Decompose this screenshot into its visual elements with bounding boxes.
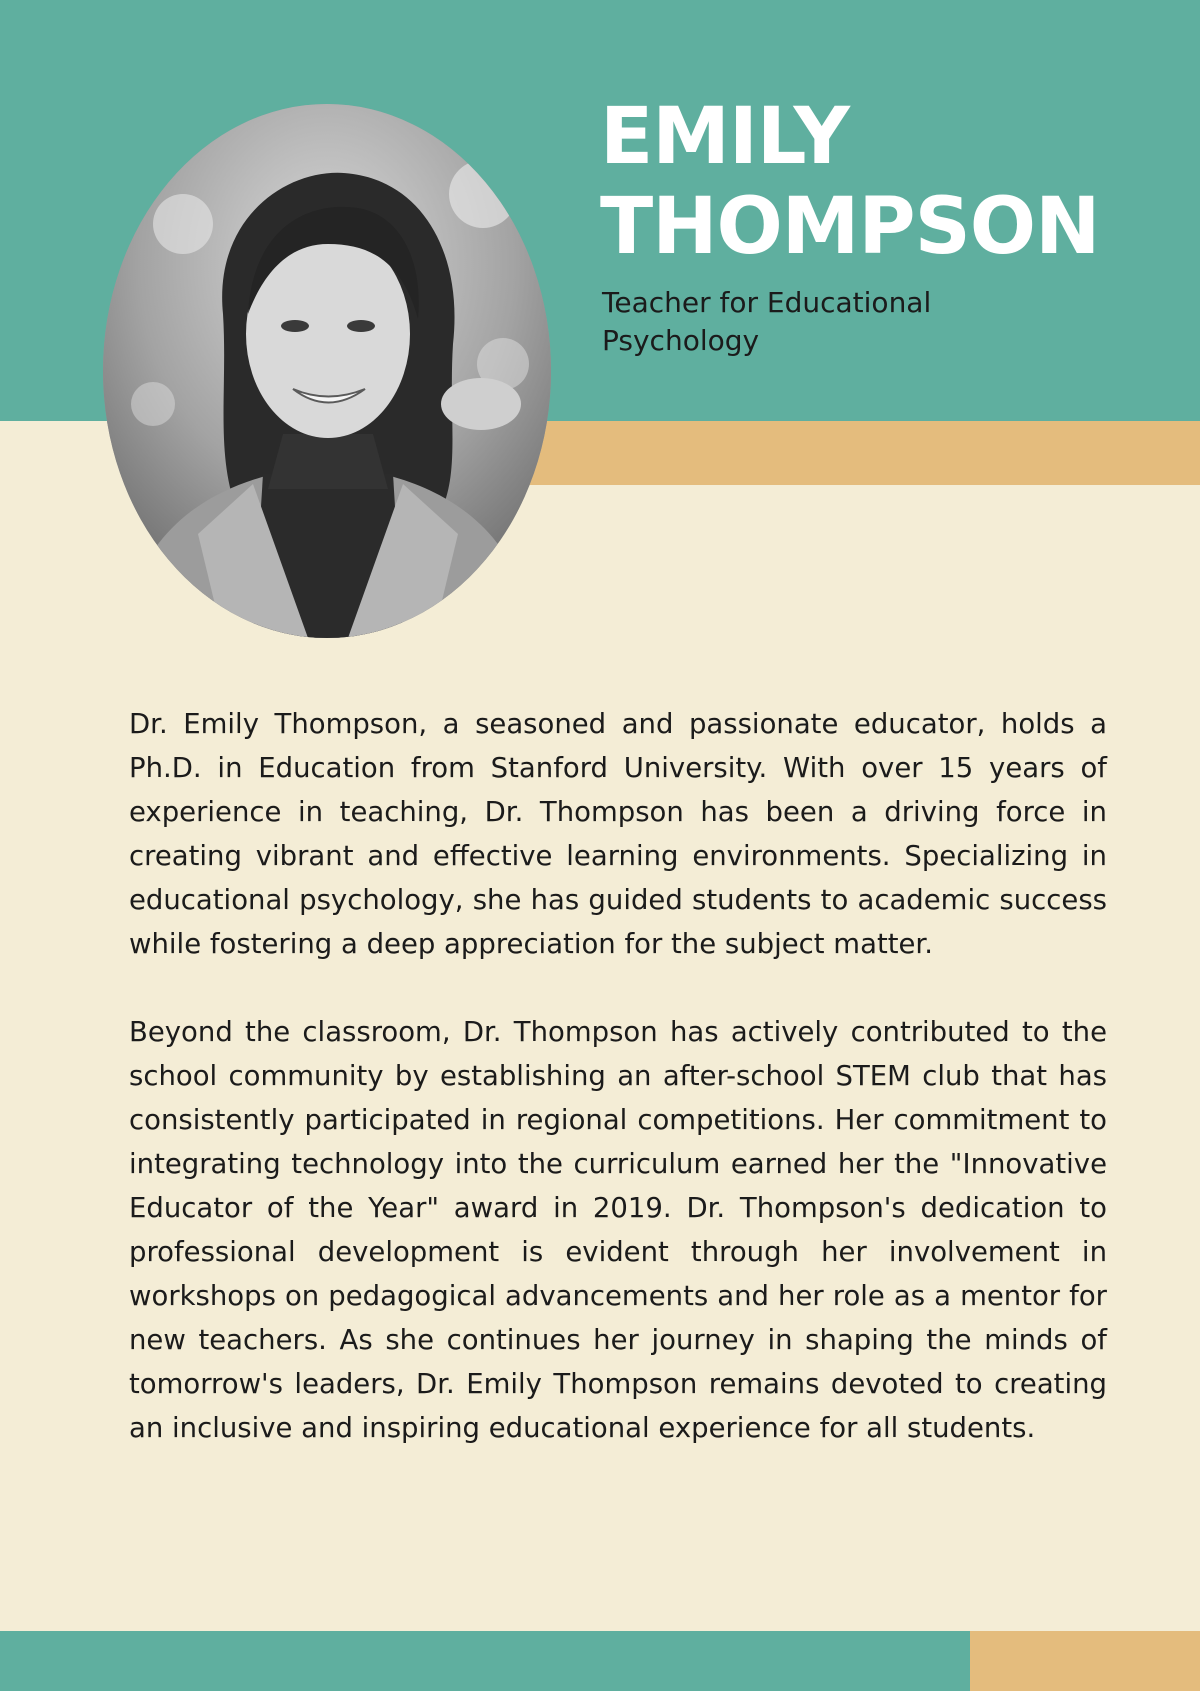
job-title-line2: Psychology — [602, 324, 760, 357]
last-name: THOMPSON — [600, 182, 1100, 272]
job-title-line1: Teacher for Educational — [602, 286, 932, 319]
footer-band-gold — [970, 1631, 1200, 1691]
bio-paragraph-1: Dr. Emily Thompson, a seasoned and passionate educator, holds a Ph.D. in Education from Stanford University. With over 15 years of experience in teaching, Dr. Thompson has been a driving force in creating vibrant and effective learning environments. Specializing in educational psychology, she has guided students to academic success while fostering a deep appreciation for the subject matter. — [129, 708, 1107, 960]
bio-paragraph-2: Beyond the classroom, Dr. Thompson has actively contributed to the school community by establishing an after-school STEM club that has consistently participated in regional competitions. Her commitment to integrating technology into the curriculum earned her the "Innovative Educator of the Year" award in 2019. Dr. Thompson's dedication to professional development is evident through her involvement in workshops on pedagogical advancements and her role as a mentor for new teachers. As she continues her journey in shaping the minds of tomorrow's leaders, Dr. Emily Thompson remains devoted to creating an inclusive and inspiring educational experience for all students. — [129, 1016, 1107, 1444]
job-title — [602, 284, 982, 360]
first-name: EMILY — [600, 92, 849, 182]
footer-band-teal — [0, 1631, 970, 1691]
biography — [129, 702, 1107, 1494]
portrait-illustration — [103, 104, 551, 638]
accent-strip — [520, 421, 1200, 485]
person-name — [600, 92, 1180, 272]
portrait-photo — [103, 104, 551, 638]
